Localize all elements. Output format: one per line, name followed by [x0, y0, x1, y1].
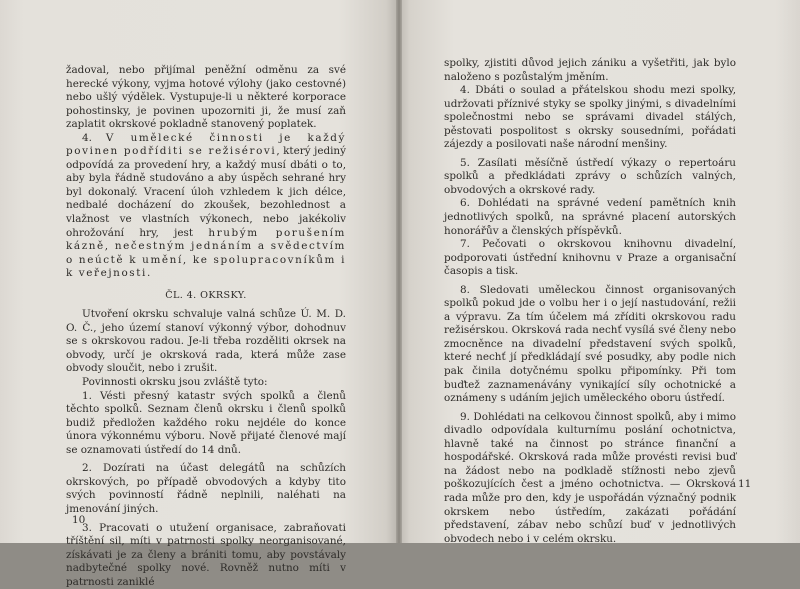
rule-4-tail: .: [147, 267, 150, 279]
left-page-text: [66, 64, 346, 589]
paragraph-duty-7: 7. Pečovati o okrskovou knihovnu divadelní, podporovati ústřední knihovnu v Praze a organisační časopis a tisk.: [444, 238, 736, 279]
section-heading: ČL. 4. OKRSKY.: [66, 289, 346, 303]
rule-4-number: 4.: [82, 132, 106, 144]
right-page: [398, 0, 800, 543]
paragraph-rule-4: [66, 132, 346, 281]
paragraph-duty-6: 6. Dohlédati na správné vedení pamětních knih jednotlivých spolků, na správné placení autorských honorářův a členských příspěvků.: [444, 197, 736, 238]
paragraph-duty-9: 9. Dohlédati na celkovou činnost spolků, aby i mimo divadlo odpovídala kulturnímu poslání ochotnictva, hlavně také na činnost po stránce finanční a hospodářské. Okrsková rada může provésti revisi buď na žádost nebo na podkladě stížnosti nebo zjevů poškozujících čest a jméno ochotnictva. — Okrsková rada může pro den, kdy je uspořádán význačný podnik okrskem nebo ústředím, zakázati pořádání představení, zábav nebo schůzí buď v jednotlivých obvodech nebo i v celém okrsku.: [444, 411, 736, 546]
left-page: [0, 0, 398, 543]
page-number-right: 11: [738, 478, 751, 490]
paragraph-duty-4: 4. Dbáti o soulad a přátelskou shodu mezi spolky, udržovati příznivé styky se spolky jinými, s divadelními společnostmi nebo se správami divadel stálých, pěstovati pospolitost s okrsky sousedními, pořádati zájezdy a posilovati naše národní menšiny.: [444, 84, 736, 152]
paragraph-duty-2: 2. Dozírati na účast delegátů na schůzích okrskových, po případě obvodových a kdyby tito svých povinností řádně neplnili, naléhati na jmenování jiných.: [66, 462, 346, 516]
page-number-left: 10: [72, 514, 85, 526]
book-gutter: [396, 0, 402, 543]
paragraph-duty-3-cont: spolky, zjistiti důvod jejich zániku a vyšetřiti, jak bylo naloženo s pozůstalým jměním.: [444, 57, 736, 84]
paragraph-duty-8: 8. Sledovati uměleckou činnost organisovaných spolků pokud jde o volbu her i o její nastudování, režii a výpravu. Za tím účelem má zříditi okrskovou radu režisérskou. Okrsková rada nechť vysílá své členy nebo zmocněnce na divadelní představení svých spolků, které nechť jí předkládají své posudky, aby podle nich pak činila dotyčnému spolku připomínky. Při tom buďtež zaznamenávány vynikající síly ochotnické a oznámeny s udáním jejich uměleckého oboru ústředí.: [444, 284, 736, 406]
paragraph-duty-5: 5. Zasílati měsíčně ústředí výkazy o repertoáru spolků a předkládati zprávy o schůzích valných, obvodových a okrskové rady.: [444, 157, 736, 198]
rule-4-body: , který jediný odpovídá za provedení hry, a každý musí dbáti o to, aby byla řádně studováno a aby úspěch sehrané hry byl dokonalý. Vracení úloh vzhledem k jich délce, nedbalé docházení do zkoušek, bezohlednost a vlažnost ve vlastních výkonech, nebo jakékoliv ohrožování hry, jest: [66, 145, 346, 238]
paragraph-continuation: žadoval, nebo přijímal peněžní odměnu za své herecké výkony, vyjma hotové výlohy (jako cestovné) nebo ušlý výdělek. Vystupuje-li u některé korporace pohostinsky, je povinen upozorniti ji, že musí zaň zaplatit okrskové pokladně stanovený poplatek.: [66, 64, 346, 132]
right-page-text: [444, 57, 736, 546]
rule-4-emphasis: V umělecké činnosti je každý povinen podříditi se režisérovi: [66, 132, 346, 158]
paragraph-duties-lead: Povinnosti okrsku jsou zvláště tyto:: [66, 376, 346, 390]
paragraph-duty-3: 3. Pracovati o utužení organisace, zabraňovati tříštění sil, míti v patrnosti spolky neorganisované, získávati je za členy a brániti tomu, aby povstávaly nadbytečné spolky nové. Rovněž nutno míti v patrnosti zaniklé: [66, 522, 346, 589]
paragraph-duty-1: 1. Vésti přesný katastr svých spolků a členů těchto spolků. Seznam členů okrsku i členů spolků budiž předložen každého roku nejdéle do konce února výkonnému výboru. Nově přijaté členové mají se oznamovati ústředí do 14 dnů.: [66, 390, 346, 458]
rule-4-emphasis-2: hrubým porušením kázně, nečestným jednáním a svědectvím o neúctě k umění, ke spolupracovníkům i k veřejnosti: [66, 227, 346, 280]
paragraph-okrsky-intro: Utvoření okrsku schvaluje valná schůze Ú. M. D. O. Č., jeho území stanoví výkonný výbor, dohodnuv se s okrskovou radou. Je-li třeba rozděliti okrsek na obvody, určí je okrsková rada, která může zase obvody sloučit, nebo i zrušit.: [66, 308, 346, 376]
